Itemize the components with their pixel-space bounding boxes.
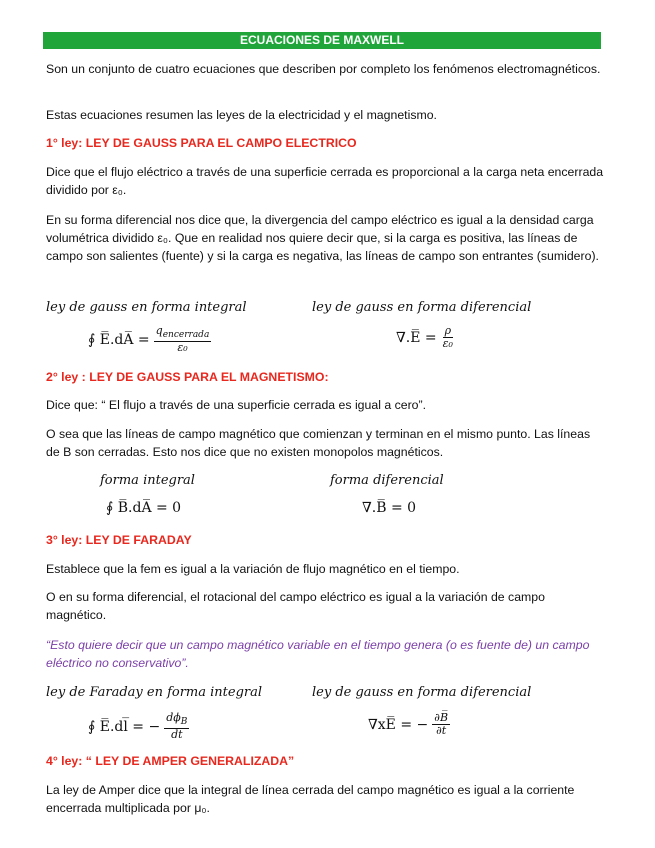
- gauss-magnetic-differential-equation: ∇.B̅ = 0: [362, 500, 417, 516]
- law3-integral-label: ley de Faraday en forma integral: [46, 685, 263, 700]
- eq2-fraction: [441, 325, 455, 350]
- intro-paragraph-1: Son un conjunto de cuatro ecuaciones que describen por completo los fenómenos electromagnéticos.: [46, 62, 601, 76]
- eq6-numerator: ∂B̅: [434, 711, 449, 724]
- law2-paragraph-1: Dice que: “ El flujo a través de una superficie cerrada es igual a cero”.: [46, 398, 427, 412]
- eq5-left: ∮ E̅.dl̅ = −: [88, 718, 161, 735]
- law4-paragraph-1: La ley de Amper dice que la integral de línea cerrada del campo magnético es igual a la corriente encerrada multiplicada por μ₀.: [46, 783, 575, 815]
- eq5-denominator: dt: [171, 728, 183, 742]
- law3-differential-label: ley de gauss en forma diferencial: [312, 685, 532, 700]
- eq1-denominator: ε₀: [177, 341, 188, 355]
- eq1-left: ∮ E̅.dA̅ =: [88, 331, 150, 348]
- gauss-electric-differential-equation: [396, 325, 455, 350]
- law3-paragraph-2: O en su forma diferencial, el rotacional del campo eléctrico es igual a la variación de campo magnético.: [46, 590, 545, 622]
- law1-paragraph-2: En su forma diferencial nos dice que, la divergencia del campo eléctrico es igual a la densidad carga volumétrica dividido ε₀. Que en realidad nos quiere decir que, si la carga es positiva, las líneas de campo son salientes (fuente) y si la carga es negativa, las líneas de campo son entrantes (sumidero).: [46, 213, 599, 263]
- law2-paragraph-2: O sea que las líneas de campo magnético que comienzan y terminan en el mismo punto. Las líneas de B son cerradas. Esto nos dice que no existen monopolos magnéticos.: [46, 427, 591, 459]
- eq2-left: ∇.E̅ =: [396, 329, 437, 346]
- law1-integral-label: ley de gauss en forma integral: [46, 300, 247, 315]
- law4-heading: 4° ley: “ LEY DE AMPER GENERALIZADA”: [46, 754, 295, 768]
- eq6-fraction: [432, 712, 450, 737]
- law2-heading: 2° ley : LEY DE GAUSS PARA EL MAGNETISMO:: [46, 370, 329, 384]
- eq5-numerator: dϕ: [166, 711, 181, 724]
- law1-heading: 1° ley: LEY DE GAUSS PARA EL CAMPO ELECTRICO: [46, 136, 357, 150]
- law3-heading: 3° ley: LEY DE FARADAY: [46, 533, 192, 547]
- eq6-left: ∇xE̅ = −: [368, 716, 429, 733]
- eq2-numerator: ρ: [444, 324, 452, 337]
- eq5-numerator-sub: B: [180, 717, 188, 728]
- eq1-numerator-sub: encerrada: [162, 330, 210, 341]
- eq2-denominator: ε₀: [442, 337, 453, 350]
- intro-paragraph-2: Estas ecuaciones resumen las leyes de la electricidad y el magnetismo.: [46, 108, 437, 122]
- eq1-fraction: [154, 325, 212, 354]
- document-title: ECUACIONES DE MAXWELL: [43, 32, 601, 49]
- law1-paragraph-1: Dice que el flujo eléctrico a través de una superficie cerrada es proporcional a la carga neta encerrada dividido por ε₀.: [46, 165, 604, 197]
- gauss-electric-integral-equation: [88, 325, 211, 354]
- faraday-differential-equation: [368, 712, 450, 737]
- faraday-integral-equation: [88, 712, 189, 741]
- gauss-magnetic-integral-equation: ∮ B̅.dA̅ = 0: [106, 500, 182, 516]
- eq1-numerator: q: [155, 324, 163, 337]
- law2-integral-label: forma integral: [100, 473, 195, 488]
- eq6-denominator: ∂t: [436, 724, 447, 737]
- law2-differential-label: forma diferencial: [330, 473, 444, 488]
- law3-paragraph-1: Establece que la fem es igual a la variación de flujo magnético en el tiempo.: [46, 562, 460, 576]
- eq5-fraction: [164, 712, 189, 741]
- law1-differential-label: ley de gauss en forma diferencial: [312, 300, 532, 315]
- law3-quote: “Esto quiere decir que un campo magnético variable en el tiempo genera (o es fuente de) un campo eléctrico no conservativo”.: [46, 638, 590, 670]
